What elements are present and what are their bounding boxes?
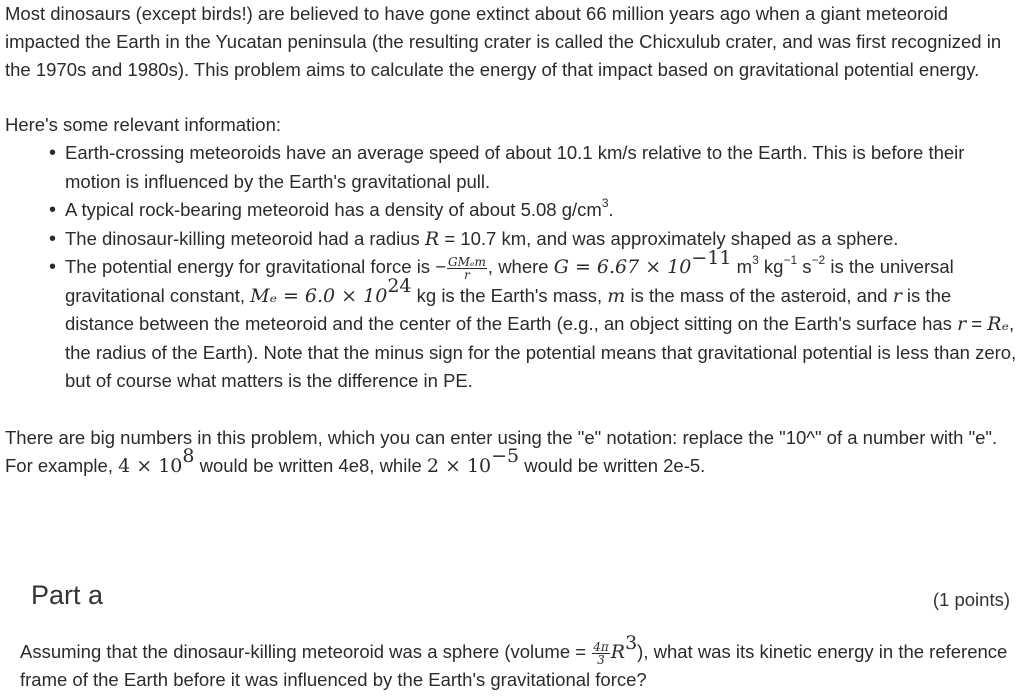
potential-text-a: The potential energy for gravitational force is −	[65, 256, 447, 277]
intro-paragraph: Most dinosaurs (except birds!) are believed to have gone extinct about 66 million years ago when a giant meteoroid impacted the Earth in the Yucatan peninsula (the resulting crater is called the Chicxulub crater, and was first recognized in the 1970s and 1980s). This problem aims to calculate the energy of that impact based on gravitational potential energy.	[5, 3, 1002, 80]
earth-radius-variable: Rₑ	[987, 313, 1009, 335]
notation-text-b: would be written 4e8, while	[194, 454, 427, 476]
potential-text-d: kg is the Earth's mass,	[411, 284, 608, 306]
notation-paragraph	[5, 424, 1024, 480]
potential-text-h: , the radius of the Earth). Note that the minus sign for the potential means that gravitational potential is less than zero, but of course what matters is the difference in PE.	[65, 313, 1017, 391]
part-title: Part a	[31, 580, 104, 610]
volume-fraction-numerator: 4π	[593, 639, 609, 654]
potential-fraction-denominator: r	[464, 267, 470, 282]
distance-variable: r	[892, 284, 902, 307]
volume-fraction	[592, 641, 610, 666]
question-text-b: ), what was its kinetic energy in the reference frame of the Earth before it was influenced by the Earth's gravitational force?	[20, 641, 1008, 690]
g-exponent: −11	[691, 246, 732, 269]
potential-fraction-numerator: GMₑm	[448, 254, 486, 269]
info-bullet-radius	[65, 225, 1024, 254]
g-units-s-exp: −2	[811, 252, 826, 267]
gravitational-constant: G = 6.67 × 10	[553, 256, 692, 278]
notation-text-a: There are big numbers in this problem, which you can enter using the "e" notation: replace the "10^" of a number with "e". For example,	[5, 426, 998, 476]
earth-mass: Mₑ = 6.0 × 10	[250, 284, 388, 307]
potential-text-b: , where	[487, 256, 554, 277]
volume-fraction-denominator: 3	[597, 652, 605, 667]
bullet-radius-text-b: = 10.7 km, and was approximately shaped as a sphere.	[439, 227, 899, 249]
distance-variable-2: r	[957, 313, 967, 335]
bullet-density-end: .	[608, 199, 614, 220]
potential-text-c: is the universal gravitational constant,	[65, 256, 954, 306]
potential-text-e: is the mass of the asteroid, and	[625, 284, 893, 306]
potential-text-g: =	[966, 313, 988, 334]
question-text-a: Assuming that the dinosaur-killing meteoroid was a sphere (volume =	[20, 641, 592, 662]
volume-radius-exp: 3	[625, 631, 638, 654]
notation-example-2-exp: −5	[491, 445, 520, 468]
notation-text-c: would be written 2e-5.	[519, 454, 706, 476]
info-bullet-density	[65, 196, 1024, 225]
info-bullet-potential	[65, 246, 1024, 396]
g-units-m: m	[731, 256, 753, 277]
info-bullet-speed	[65, 139, 1024, 196]
g-units-m-exp: 3	[752, 252, 759, 267]
info-heading: Here's some relevant information:	[5, 114, 282, 135]
problem-content	[5, 0, 1024, 480]
bullet-radius-text-a: The dinosaur-killing meteoroid had a radius	[65, 227, 425, 249]
potential-text-f: is the distance between the meteoroid and the center of the Earth (e.g., an object sitting on the Earth's surface has	[65, 284, 958, 334]
notation-example-1: 4 × 10	[118, 454, 183, 477]
bullet-speed-text: Earth-crossing meteoroids have an average speed of about 10.1 km/s relative to the Earth. This is before their motion is influenced by the Earth's gravitational pull.	[65, 142, 965, 192]
volume-radius-variable: R	[610, 641, 626, 663]
potential-fraction	[447, 256, 487, 281]
info-list	[5, 139, 1024, 396]
radius-variable: R	[424, 227, 440, 250]
mass-variable: m	[607, 284, 626, 307]
notation-example-2: 2 × 10	[426, 454, 492, 477]
part-question	[20, 631, 1015, 694]
g-units-s: s	[797, 256, 812, 277]
density-exponent: 3	[601, 195, 609, 210]
bullet-density-text: A typical rock-bearing meteoroid has a density of about 5.08 g/cm	[65, 199, 602, 220]
earth-mass-exponent: 24	[387, 275, 412, 298]
g-units-kg: kg	[758, 256, 784, 277]
notation-example-1-exp: 8	[182, 445, 195, 468]
g-units-kg-exp: −1	[783, 252, 798, 267]
part-points: (1 points)	[932, 589, 1010, 610]
